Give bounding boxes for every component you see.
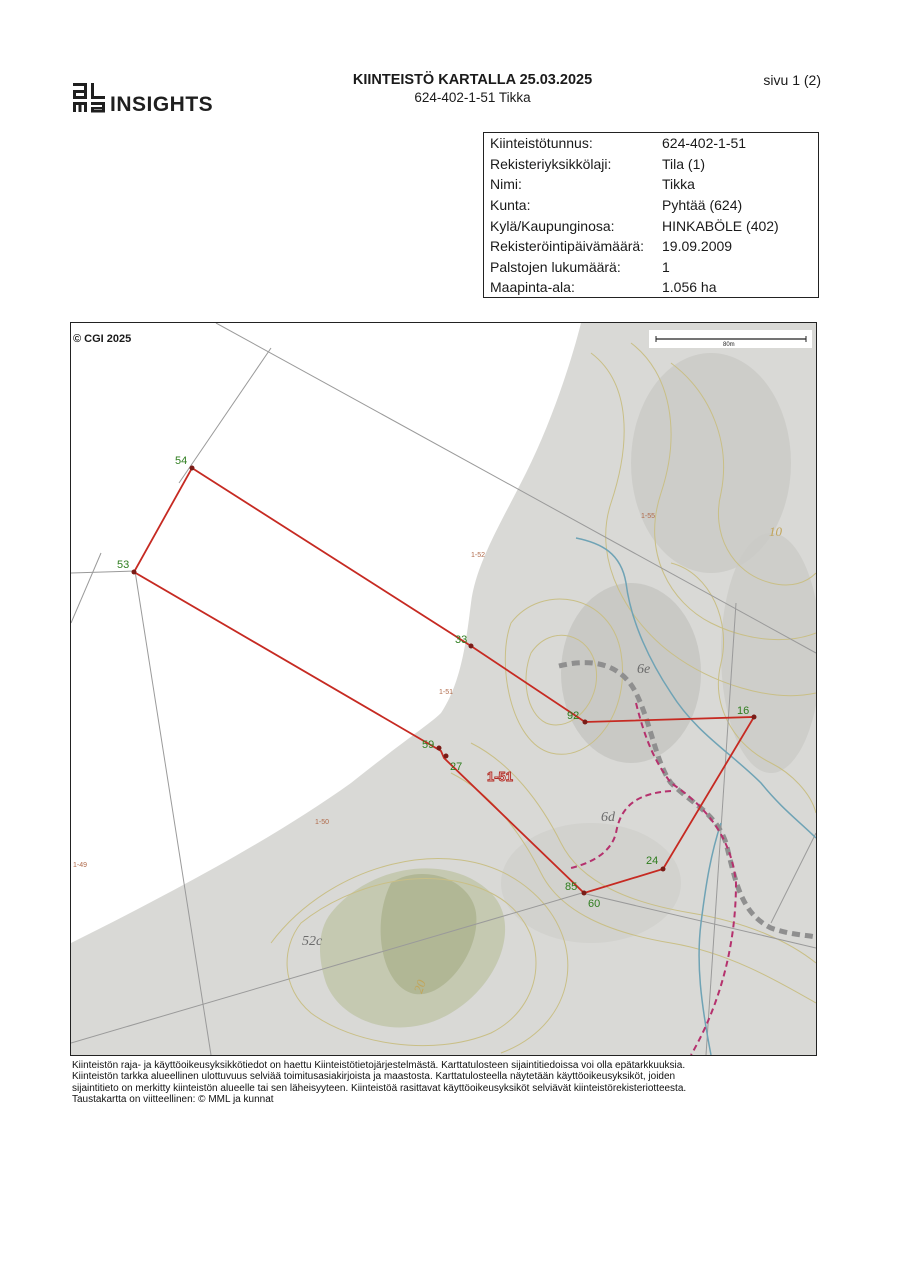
info-value: 19.09.2009 <box>662 238 733 255</box>
relief-area <box>501 823 681 943</box>
info-label: Kylä/Kaupunginosa: <box>490 217 615 234</box>
terrain-label: 52c <box>302 934 323 949</box>
terrain-label: 6e <box>637 662 651 677</box>
point-label-60: 60 <box>588 898 601 910</box>
alma-logo-icon <box>72 80 106 114</box>
scale-bar <box>649 330 812 348</box>
info-row <box>490 133 812 154</box>
document-subtitle: 624-402-1-51 Tikka <box>414 90 531 105</box>
point-label-16: 16 <box>737 705 750 717</box>
point-label-33: 33 <box>455 634 468 646</box>
info-label: Kiinteistötunnus: <box>490 135 593 152</box>
footer-line: Kiinteistön raja- ja käyttöoikeusyksikkötiedot on haettu Kiinteistötietojärjestelmästä. Karttatulosteen sijaintitiedoissa voi olla epätarkkuuksia. <box>72 1060 686 1071</box>
terrain-label: 6d <box>601 810 615 825</box>
disclaimer-footer <box>72 1060 812 1106</box>
info-label: Maapinta-ala: <box>490 279 575 296</box>
boundary-point-marker <box>583 720 588 725</box>
property-info-table <box>483 132 819 298</box>
contour-height-label: 10 <box>769 524 782 539</box>
neighbor-parcel-label: 1-49 <box>73 862 88 869</box>
scale-label: 80m <box>723 342 735 348</box>
info-value: Tikka <box>662 176 695 193</box>
footer-line: sijaintitieto on merkitty kiinteistön alueelle tai sen läheisyyteen. Kiinteistöä rasittavat käyttöoikeusyksiköt selviävät kiinteistörekisteriotteesta. <box>72 1082 687 1094</box>
info-row <box>490 236 812 257</box>
info-row <box>490 174 812 195</box>
footer-line: Kiinteistön tarkka alueellinen ulottuvuus selviää toimitusasiakirjoista ja maastosta. Karttatulosteella näytetään käyttöoikeusyksiköt, joiden <box>72 1071 676 1083</box>
point-label-54: 54 <box>175 455 188 467</box>
info-value: 1.056 ha <box>662 279 717 296</box>
logo-text: INSIGHTS <box>110 93 214 116</box>
neighbor-parcel-label: 1-51 <box>439 689 454 696</box>
point-label-85: 85 <box>565 881 578 893</box>
info-label: Kunta: <box>490 197 531 214</box>
info-row <box>490 154 812 175</box>
point-label-53: 53 <box>117 559 130 571</box>
info-label: Nimi: <box>490 176 522 193</box>
property-map[interactable] <box>70 322 817 1056</box>
boundary-point-marker <box>469 644 474 649</box>
info-value: 624-402-1-51 <box>662 135 747 152</box>
info-label: Rekisteriyksikkölaji: <box>490 155 612 172</box>
neighbor-parcel-label: 1-50 <box>315 819 330 826</box>
info-row <box>490 195 812 216</box>
point-label-27: 27 <box>450 761 463 773</box>
info-value: 1 <box>662 258 670 275</box>
point-label-59: 59 <box>422 739 435 751</box>
point-label-24: 24 <box>646 855 659 867</box>
contour-height-label: 20 <box>410 977 429 996</box>
boundary-point-marker <box>752 715 757 720</box>
info-value: HINKABÖLE (402) <box>662 217 779 234</box>
parcel-label: 1-51 <box>487 769 514 784</box>
boundary-point-marker <box>444 754 449 759</box>
document-title-block <box>330 72 615 105</box>
info-row <box>490 277 812 298</box>
boundary-point-marker <box>190 466 195 471</box>
page-number: sivu 1 (2) <box>763 72 821 88</box>
alma-insights-logo <box>72 80 232 120</box>
info-row <box>490 257 812 278</box>
map-canvas[interactable] <box>71 323 816 1055</box>
document-title: KIINTEISTÖ KARTALLA 25.03.2025 <box>352 72 593 88</box>
info-value: Tila (1) <box>662 155 706 172</box>
neighbor-parcel-label: 1-52 <box>471 552 486 559</box>
footer-line: Taustakartta on viitteellinen: © MML ja kunnat <box>72 1094 274 1106</box>
info-label: Palstojen lukumäärä: <box>490 258 621 275</box>
boundary-point-marker <box>661 867 666 872</box>
point-label-92: 92 <box>567 710 580 722</box>
boundary-point-marker <box>582 891 587 896</box>
map-copyright: © CGI 2025 <box>73 333 132 345</box>
info-label: Rekisteröintipäivämäärä: <box>490 238 645 255</box>
boundary-point-marker <box>437 746 442 751</box>
info-value: Pyhtää (624) <box>662 197 743 214</box>
info-row <box>490 215 812 236</box>
neighbor-parcel-label: 1-55 <box>641 513 656 520</box>
boundary-point-marker <box>132 570 137 575</box>
